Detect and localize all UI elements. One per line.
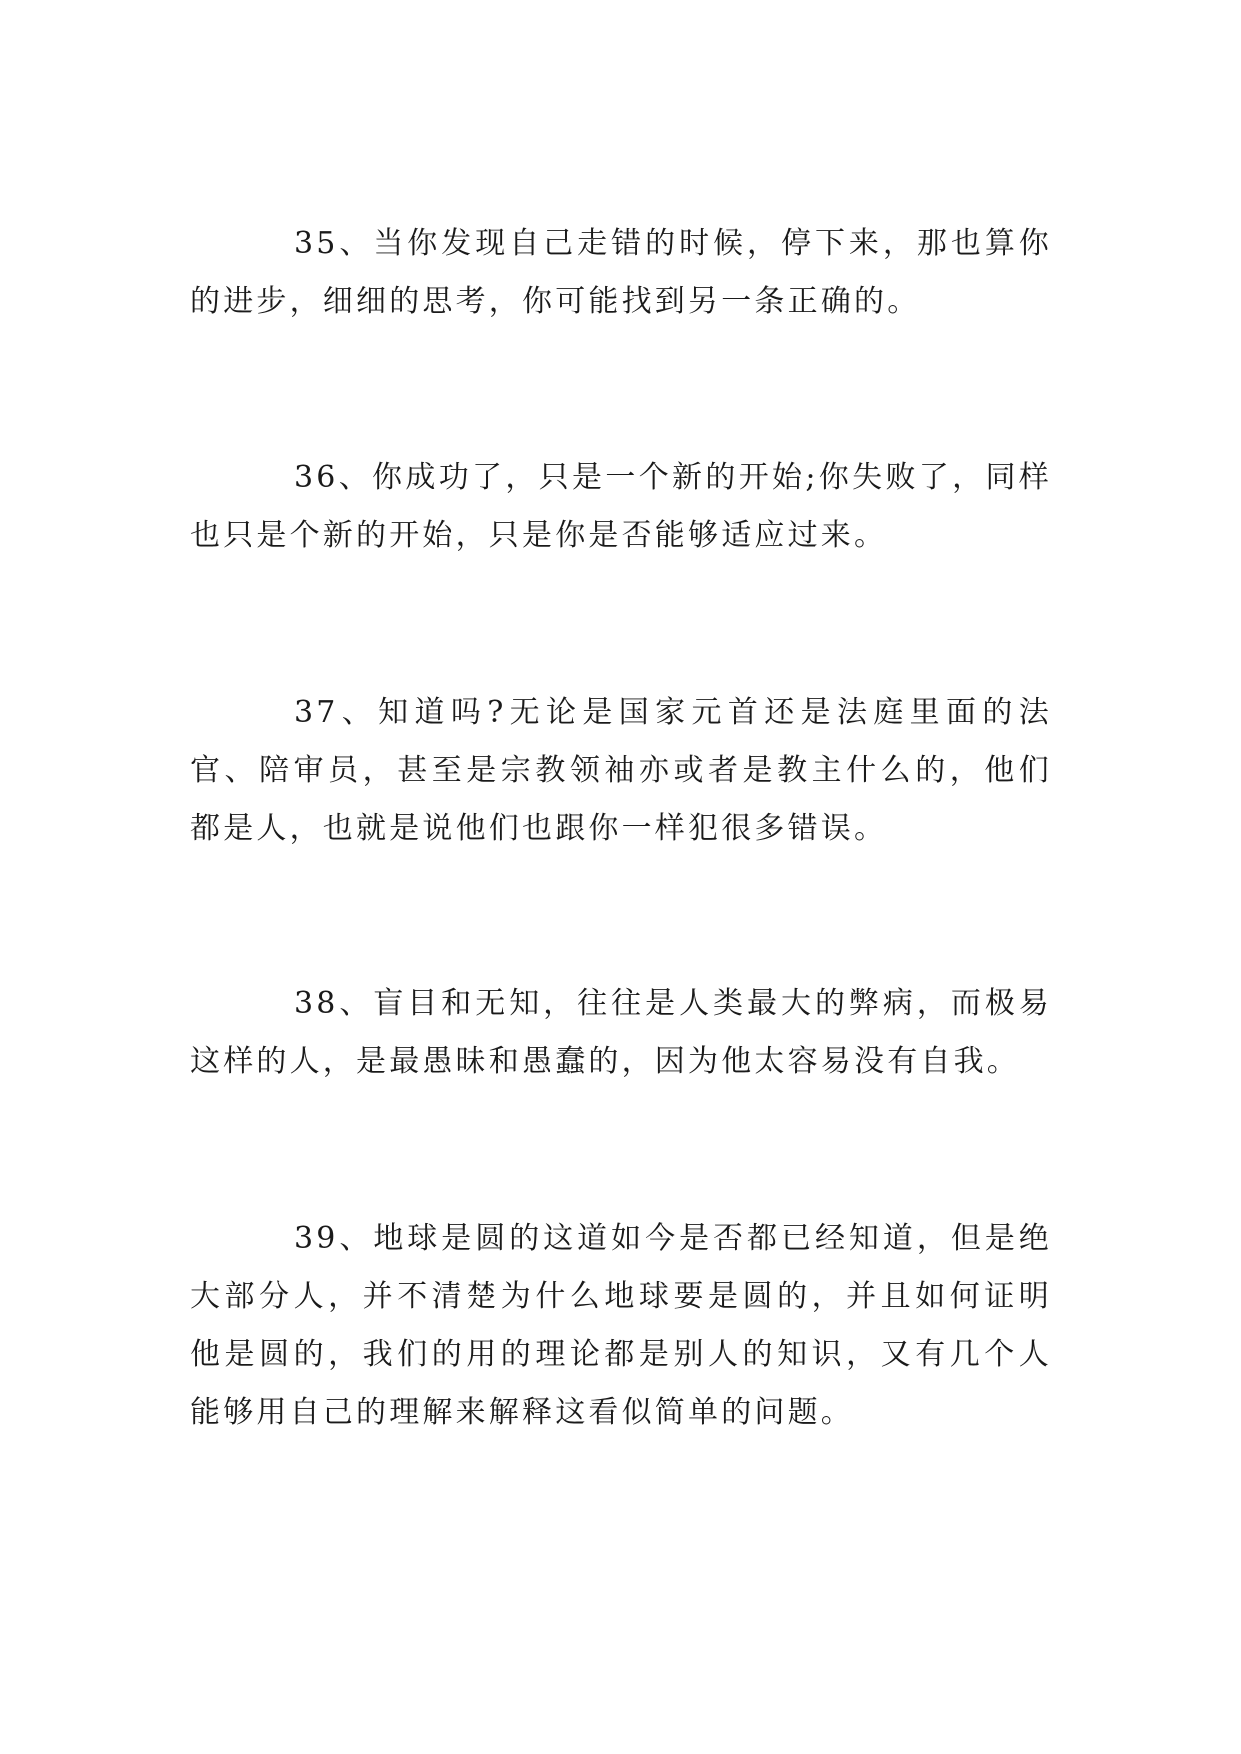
paragraph-39: 39、地球是圆的这道如今是否都已经知道，但是绝大部分人，并不清楚为什么地球要是圆的，并且如何证明他是圆的，我们的用的理论都是别人的知识，又有几个人能够用自己的理解来解释这看似简单的问题。 [190,1221,1052,1430]
paragraph-37: 37、知道吗?无论是国家元首还是法庭里面的法官、陪审员，甚至是宗教领袖亦或者是教主什么的，他们都是人，也就是说他们也跟你一样犯很多错误。 [190,695,1052,846]
paragraph-35: 35、当你发现自己走错的时候，停下来，那也算你的进步，细细的思考，你可能找到另一条正确的。 [190,226,1052,319]
paragraph-36: 36、你成功了，只是一个新的开始;你失败了，同样也只是个新的开始，只是你是否能够适应过来。 [190,460,1052,553]
paragraph-38: 38、盲目和无知，往往是人类最大的弊病，而极易这样的人，是最愚昧和愚蠢的，因为他太容易没有自我。 [190,986,1052,1079]
